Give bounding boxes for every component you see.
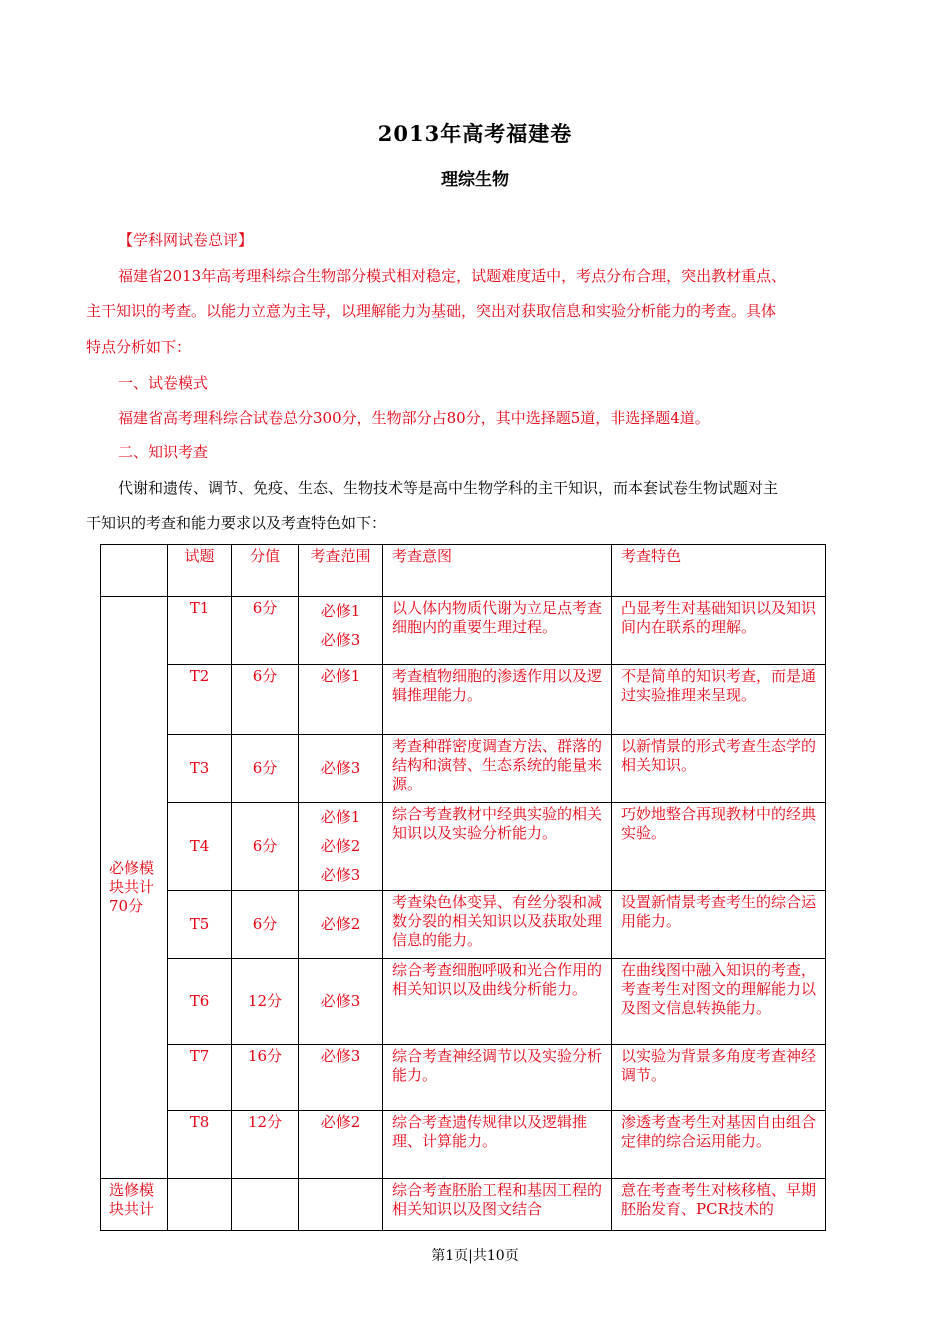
header-score: 分值 bbox=[232, 545, 299, 597]
row-score: 6分 bbox=[232, 665, 299, 735]
row-intent: 考查种群密度调查方法、群落的结构和演替、生态系统的能量来源。 bbox=[383, 735, 612, 803]
row-intent: 综合考查遗传规律以及逻辑推理、计算能力。 bbox=[383, 1111, 612, 1179]
scope-item: 必修3 bbox=[320, 759, 361, 777]
row-feature: 凸显考生对基础知识以及知识间内在联系的理解。 bbox=[612, 597, 826, 665]
table-row bbox=[101, 735, 826, 803]
table-row bbox=[101, 597, 826, 665]
row-scope bbox=[299, 665, 383, 735]
row-scope bbox=[299, 597, 383, 665]
row-score: 6分 bbox=[232, 803, 299, 891]
table-row bbox=[101, 959, 826, 1045]
table-row bbox=[101, 665, 826, 735]
row-question: T2 bbox=[168, 665, 232, 735]
row-question: T7 bbox=[168, 1045, 232, 1111]
page-footer: 第1页|共10页 bbox=[431, 1248, 519, 1264]
table-row bbox=[101, 803, 826, 891]
intro-line-1: 福建省2013年高考理科综合生物部分模式相对稳定，试题难度适中，考点分布合理，突出教材重点、 bbox=[118, 267, 787, 285]
intro-line-3: 特点分析如下： bbox=[86, 338, 192, 356]
row-feature: 以新情景的形式考查生态学的相关知识。 bbox=[612, 735, 826, 803]
section-2-heading: 二、知识考查 bbox=[118, 443, 209, 461]
page-title: 2013年高考福建卷 bbox=[377, 121, 573, 146]
row-scope bbox=[299, 1179, 383, 1231]
section-1-text: 福建省高考理科综合试卷总分300分，生物部分占80分，其中选择题5道，非选择题4道。 bbox=[118, 409, 710, 427]
row-scope bbox=[299, 959, 383, 1045]
row-question: T1 bbox=[168, 597, 232, 665]
row-scope bbox=[299, 735, 383, 803]
scope-item: 必修3 bbox=[320, 1047, 361, 1065]
scope-item: 必修2 bbox=[320, 915, 361, 933]
row-question: T5 bbox=[168, 891, 232, 959]
intro-line-2: 主干知识的考查。以能力立意为主导，以理解能力为基础，突出对获取信息和实验分析能力的考查。具体 bbox=[86, 302, 777, 320]
header-scope: 考查范围 bbox=[299, 545, 383, 597]
row-score: 6分 bbox=[232, 735, 299, 803]
row-intent: 考查染色体变异、有丝分裂和减数分裂的相关知识以及获取处理信息的能力。 bbox=[383, 891, 612, 959]
knowledge-table bbox=[100, 544, 826, 1231]
row-question: T6 bbox=[168, 959, 232, 1045]
scope-item: 必修1 bbox=[320, 808, 361, 826]
scope-item: 必修3 bbox=[320, 992, 361, 1010]
row-intent: 考查植物细胞的渗透作用以及逻辑推理能力。 bbox=[383, 665, 612, 735]
row-question: T8 bbox=[168, 1111, 232, 1179]
row-intent: 综合考查细胞呼吸和光合作用的相关知识以及曲线分析能力。 bbox=[383, 959, 612, 1045]
row-score: 6分 bbox=[232, 891, 299, 959]
group-label-elective: 选修模块共计 bbox=[101, 1179, 168, 1231]
row-feature: 巧妙地整合再现教材中的经典实验。 bbox=[612, 803, 826, 891]
header-question: 试题 bbox=[168, 545, 232, 597]
row-intent: 以人体内物质代谢为立足点考查细胞内的重要生理过程。 bbox=[383, 597, 612, 665]
row-scope bbox=[299, 891, 383, 959]
scope-item: 必修2 bbox=[320, 837, 361, 855]
review-heading: 【学科网试卷总评】 bbox=[118, 231, 254, 249]
page-subtitle: 理综生物 bbox=[441, 170, 509, 190]
table-row bbox=[101, 1179, 826, 1231]
scope-item: 必修2 bbox=[320, 1113, 361, 1131]
scope-item: 必修3 bbox=[320, 631, 361, 649]
row-question: T3 bbox=[168, 735, 232, 803]
row-question bbox=[168, 1179, 232, 1231]
row-feature: 不是简单的知识考查，而是通过实验推理来呈现。 bbox=[612, 665, 826, 735]
header-intent: 考查意图 bbox=[383, 545, 612, 597]
table-row bbox=[101, 1045, 826, 1111]
row-question: T4 bbox=[168, 803, 232, 891]
row-score: 12分 bbox=[232, 959, 299, 1045]
row-score: 6分 bbox=[232, 597, 299, 665]
scope-item: 必修3 bbox=[320, 866, 361, 884]
row-feature: 渗透考查考生对基因自由组合定律的综合运用能力。 bbox=[612, 1111, 826, 1179]
table-header-row bbox=[101, 545, 826, 597]
row-scope bbox=[299, 1111, 383, 1179]
row-feature: 以实验为背景多角度考查神经调节。 bbox=[612, 1045, 826, 1111]
row-score: 16分 bbox=[232, 1045, 299, 1111]
section-2-line-2: 干知识的考查和能力要求以及考查特色如下： bbox=[86, 514, 387, 532]
row-scope bbox=[299, 803, 383, 891]
table-row bbox=[101, 891, 826, 959]
row-score: 12分 bbox=[232, 1111, 299, 1179]
row-scope bbox=[299, 1045, 383, 1111]
table-row bbox=[101, 1111, 826, 1179]
group-label-required: 必修模块共计70分 bbox=[101, 597, 168, 1179]
row-feature: 在曲线图中融入知识的考查，考查考生对图文的理解能力以及图文信息转换能力。 bbox=[612, 959, 826, 1045]
row-feature: 意在考查考生对核移植、早期胚胎发育、PCR技术的 bbox=[612, 1179, 826, 1231]
scope-item: 必修1 bbox=[320, 602, 361, 620]
scope-item: 必修1 bbox=[320, 667, 361, 685]
section-2-line-1: 代谢和遗传、调节、免疫、生态、生物技术等是高中生物学科的主干知识，而本套试卷生物试题对主 bbox=[118, 479, 779, 497]
section-1-heading: 一、试卷模式 bbox=[118, 374, 209, 392]
header-empty bbox=[101, 545, 168, 597]
row-intent: 综合考查神经调节以及实验分析能力。 bbox=[383, 1045, 612, 1111]
row-score bbox=[232, 1179, 299, 1231]
row-intent: 综合考查胚胎工程和基因工程的相关知识以及图文结合 bbox=[383, 1179, 612, 1231]
header-feature: 考查特色 bbox=[612, 545, 826, 597]
row-feature: 设置新情景考查考生的综合运用能力。 bbox=[612, 891, 826, 959]
row-intent: 综合考查教材中经典实验的相关知识以及实验分析能力。 bbox=[383, 803, 612, 891]
